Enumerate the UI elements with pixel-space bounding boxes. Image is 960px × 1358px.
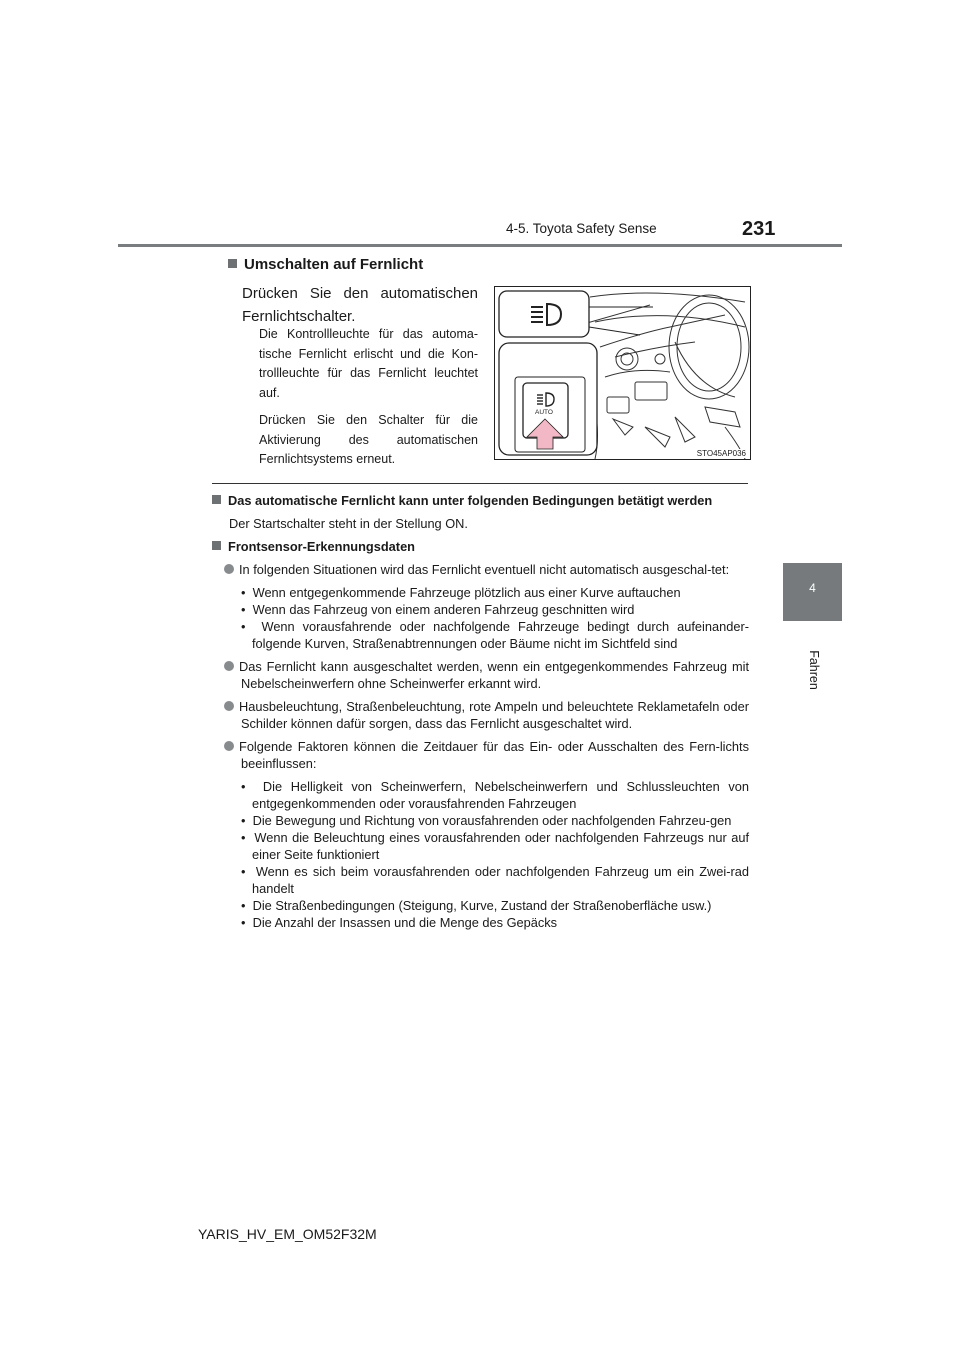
- section-heading: Umschalten auf Fernlicht: [228, 256, 423, 273]
- conditions-text: Der Startschalter steht in der Stellung ON.: [229, 516, 468, 531]
- list-item: • Die Bewegung und Richtung von vorausfahrenden oder nachfolgenden Fahrzeu-gen: [241, 813, 732, 828]
- section-divider: [212, 483, 748, 484]
- dot-bullet-icon: [224, 741, 234, 751]
- sensor-paragraph-2: Das Fernlicht kann ausgeschaltet werden, wenn ein entgegenkommendes Fahrzeug mit Nebelscheinwerfern ohne Scheinwerfer erkannt wird.: [212, 658, 749, 692]
- square-bullet-icon: [228, 259, 237, 268]
- note-indicator: Die Kontrollleuchte für das automa-tische Fernlicht erlischt und die Kon-trollleuchte für das Fernlicht leuchtet auf.: [259, 327, 478, 400]
- chapter-tab[interactable]: [783, 563, 842, 621]
- square-bullet-icon: [212, 495, 221, 504]
- sensor-paragraph-4: Folgende Faktoren können die Zeitdauer für das Ein- oder Ausschalten des Fern-lichts beeinflussen:: [212, 738, 749, 772]
- sensor-paragraph-1: In folgenden Situationen wird das Fernlicht eventuell nicht automatisch ausgeschal-tet:: [212, 561, 749, 578]
- p1-bullet-list: [212, 584, 749, 652]
- list-item: • Die Straßenbedingungen (Steigung, Kurve, Zustand der Straßenoberfläche usw.): [241, 898, 712, 913]
- document-code: YARIS_HV_EM_OM52F32M: [198, 1226, 377, 1242]
- list-item: • Die Anzahl der Insassen und die Menge des Gepäcks: [241, 915, 558, 930]
- note-reactivate: Drücken Sie den Schalter für die Aktivierung des automatischen Fernlichtsystems erneut.: [259, 413, 478, 466]
- figure-code: STO45AP036: [696, 449, 746, 458]
- list-item: • Die Helligkeit von Scheinwerfern, Nebelscheinwerfern und Schlussleuchten von entgegenkommenden oder vorausfahrenden Fahrzeugen: [241, 779, 750, 811]
- instruction-text: Drücken Sie den automatischen Fernlichtschalter.: [242, 285, 478, 325]
- sensor-paragraph-3: Hausbeleuchtung, Straßenbeleuchtung, rote Ampeln und beleuchtete Reklametafeln oder Schilder können dafür sorgen, dass das Fernlicht ausgeschaltet wird.: [212, 698, 749, 732]
- list-item: • Wenn entgegenkommende Fahrzeuge plötzlich aus einer Kurve auftauchen: [241, 585, 681, 600]
- page-number: 231: [742, 218, 776, 240]
- list-item: • Wenn es sich beim vorausfahrenden oder nachfolgenden Fahrzeug um ein Zwei-rad handelt: [241, 864, 749, 896]
- dot-bullet-icon: [224, 701, 234, 711]
- dashboard-drawing: [495, 287, 750, 459]
- list-item: • Wenn vorausfahrende oder nachfolgende Fahrzeuge bedingt durch aufeinander-folgende Kurven, Straßenabtrennungen oder Bäume nicht im Sichtfeld sind: [241, 619, 750, 651]
- switch-illustration: [494, 286, 751, 460]
- square-bullet-icon: [212, 541, 221, 550]
- p4-bullet-list: [212, 778, 749, 931]
- sensor-heading: Frontsensor-Erkennungsdaten: [212, 538, 749, 555]
- section-title: 4-5. Toyota Safety Sense: [506, 221, 657, 236]
- chapter-number: 4: [809, 581, 816, 595]
- dot-bullet-icon: [224, 661, 234, 671]
- body-text: [212, 492, 749, 937]
- list-item: • Wenn das Fahrzeug von einem anderen Fahrzeug geschnitten wird: [241, 602, 635, 617]
- chapter-label: Fahren: [807, 650, 821, 690]
- header-divider: [118, 244, 842, 247]
- conditions-heading: Das automatische Fernlicht kann unter folgenden Bedingungen betätigt werden: [212, 492, 749, 509]
- svg-text:AUTO: AUTO: [535, 409, 553, 416]
- list-item: • Wenn die Beleuchtung eines vorausfahrenden oder nachfolgenden Fahrzeugs nur auf einer Seite funktioniert: [241, 830, 750, 862]
- dot-bullet-icon: [224, 564, 234, 574]
